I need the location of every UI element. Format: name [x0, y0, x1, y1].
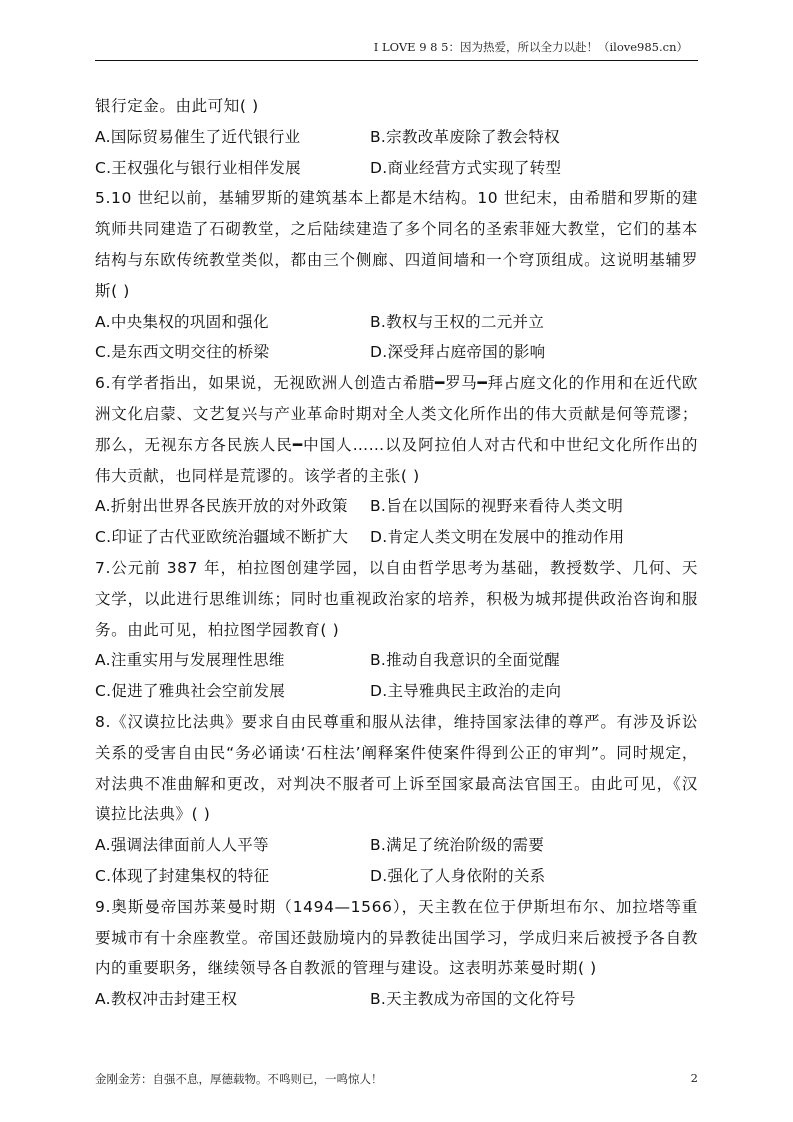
question-9	[95, 892, 698, 1015]
option-c: C.促进了雅典社会空前发展	[95, 682, 286, 701]
option-b: B.天主教成为帝国的文化符号	[370, 990, 576, 1009]
option-a: A.强调法律面前人人平等	[95, 836, 269, 855]
page-footer	[95, 1071, 698, 1087]
question-list	[95, 91, 698, 1015]
question-stem: 5.10 世纪以前，基辅罗斯的建筑基本上都是木结构。10 世纪末，由希腊和罗斯的建筑师共同建造了石砌教堂，之后陆续建造了多个同名的圣索菲娅大教堂，它们的基本结构与东欧传统教堂类似，都由三个侧廊、四道间墙和一个穹顶组成。这说明基辅罗斯( )	[95, 189, 698, 300]
page-number: 2	[690, 1071, 698, 1085]
option-b: B.推动自我意识的全面觉醒	[370, 651, 560, 670]
question-stem: 6.有学者指出，如果说，无视欧洲人创造古希腊━罗马━拜占庭文化的作用和在近代欧洲文化启蒙、文艺复兴与产业革命时期对全人类文化所作出的伟大贡献是何等荒谬；那么，无视东方各民族人民━中国人……以及阿拉伯人对古代和中世纪文化所作出的伟大贡献，也同样是荒谬的。该学者的主张( )	[95, 374, 698, 485]
footer-motto: 金刚金芳：自强不息，厚德载物。不鸣则已，一鸣惊人！	[95, 1072, 383, 1086]
question-stem: 7.公元前 387 年，柏拉图创建学园，以自由哲学思考为基础，教授数学、几何、天文学，以此进行思维训练；同时也重视政治家的培养，积极为城邦提供政治咨询和服务。由此可见，柏拉图学园教育( )	[95, 558, 698, 639]
option-d: D.深受拜占庭帝国的影响	[370, 343, 546, 362]
option-row	[95, 122, 698, 153]
option-a: A.国际贸易催生了近代银行业	[95, 127, 301, 146]
option-c: C.体现了封建集权的特征	[95, 866, 270, 885]
option-b: B.宗教改革废除了教会特权	[370, 127, 560, 146]
option-b: B.教权与王权的二元并立	[370, 312, 545, 331]
option-row	[95, 337, 698, 368]
question-stem: 8.《汉谟拉比法典》要求自由民尊重和服从法律，维持国家法律的尊严。有涉及诉讼关系的受害自由民“务必诵读‘石柱法’阐释案件使案件得到公正的审判”。同时规定，对法典不准曲解和更改，对判决不服者可上诉至国家最高法官国王。由此可见，《汉谟拉比法典》( )	[95, 712, 698, 824]
option-row	[95, 307, 698, 338]
option-row	[95, 645, 698, 676]
option-d: D.商业经营方式实现了转型	[370, 158, 562, 177]
option-row	[95, 984, 698, 1015]
option-a: A.注重实用与发展理性思维	[95, 651, 285, 670]
option-row	[95, 491, 698, 522]
option-row	[95, 153, 698, 184]
option-row	[95, 830, 698, 861]
question-4	[95, 91, 698, 183]
question-7	[95, 553, 698, 707]
option-d: D.强化了人身依附的关系	[370, 866, 546, 885]
option-d: D.主导雅典民主政治的走向	[370, 682, 562, 701]
option-row	[95, 522, 698, 553]
option-a: A.教权冲击封建王权	[95, 990, 238, 1009]
question-stem: 9.奥斯曼帝国苏莱曼时期（1494—1566），天主教在位于伊斯坦布尔、加拉塔等重要城市有十余座教堂。帝国还鼓励境内的异教徒出国学习，学成归来后被授予各自教内的重要职务，继续领导各自教派的管理与建设。这表明苏莱曼时期( )	[95, 897, 698, 978]
option-row	[95, 861, 698, 892]
option-d: D.肯定人类文明在发展中的推动作用	[370, 528, 625, 547]
option-b: B.旨在以国际的视野来看待人类文明	[370, 497, 624, 516]
header-divider	[95, 60, 698, 61]
option-a: A.折射出世界各民族开放的对外政策	[95, 497, 348, 516]
option-row	[95, 676, 698, 707]
question-5	[95, 183, 698, 368]
page-header: I LOVE 9 8 5：因为热爱，所以全力以赴！（ilove985.cn）	[373, 40, 688, 54]
option-c: C.王权强化与银行业相伴发展	[95, 158, 301, 177]
option-c: C.印证了古代亚欧统治疆域不断扩大	[95, 528, 349, 547]
question-8	[95, 707, 698, 892]
option-b: B.满足了统治阶级的需要	[370, 836, 545, 855]
option-a: A.中央集权的巩固和强化	[95, 312, 269, 331]
option-c: C.是东西文明交往的桥梁	[95, 343, 270, 362]
question-6	[95, 368, 698, 553]
question-stem: 银行定金。由此可知( )	[95, 97, 259, 115]
